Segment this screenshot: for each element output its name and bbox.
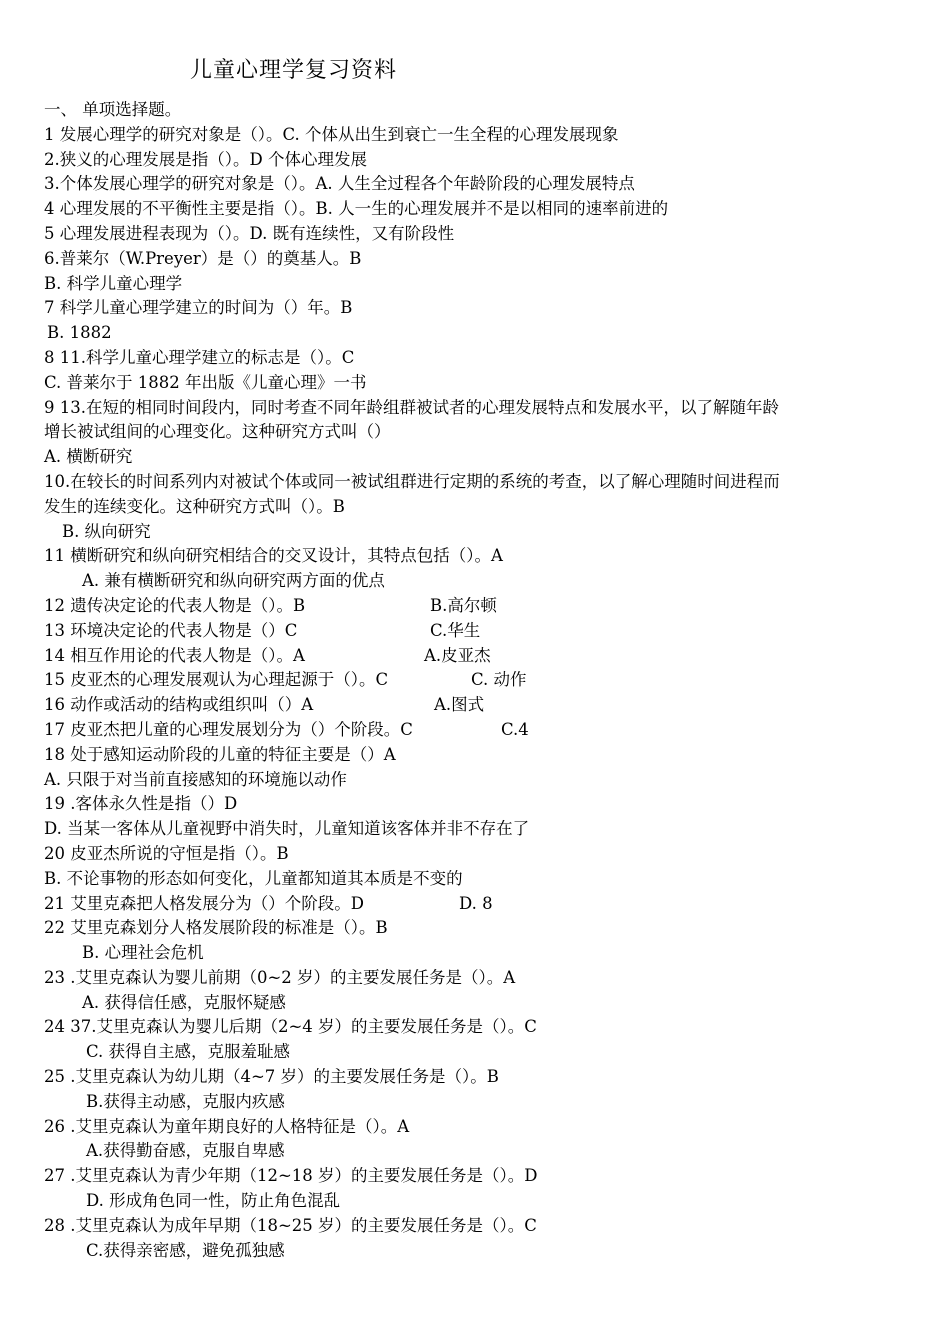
inline-answer: A.图式 (434, 695, 485, 715)
text-line: A.获得勤奋感，克服自卑感 (86, 1141, 285, 1161)
text-line: 8 11.科学儿童心理学建立的标志是（）。C (44, 347, 355, 367)
question-line (44, 594, 894, 619)
text-line: 18 处于感知运动阶段的儿童的特征主要是（）A (44, 744, 396, 764)
text-line: 7 科学儿童心理学建立的时间为（）年。B (44, 298, 353, 318)
inline-answer: C.华生 (430, 620, 481, 640)
question-text: 13 环境决定论的代表人物是（）C (44, 620, 298, 640)
text-line: 发生的连续变化。这种研究方式叫（）。B (44, 496, 345, 516)
text-line: B.获得主动感，克服内疚感 (86, 1091, 285, 1111)
inline-answer: C. 动作 (471, 670, 527, 690)
question-text: 17 皮亚杰把儿童的心理发展划分为（）个阶段。C (44, 719, 413, 739)
question-line (44, 644, 894, 669)
section-heading: 一、 单项选择题。 (44, 100, 182, 119)
question-text: 16 动作或活动的结构或组织叫（）A (44, 695, 314, 715)
question-line (44, 693, 894, 718)
text-line: 2.狭义的心理发展是指（）。D 个体心理发展 (44, 149, 367, 169)
text-line: D. 形成角色同一性，防止角色混乱 (86, 1191, 341, 1211)
text-line: 10.在较长的时间系列内对被试个体或同一被试组群进行定期的系统的考查，以了解心理随时间进程而 (44, 471, 780, 491)
text-line: C. 普莱尔于 1882 年出版《儿童心理》一书 (44, 372, 367, 392)
question-text: 14 相互作用论的代表人物是（）。A (44, 645, 305, 665)
text-line: 19 .客体永久性是指（）D (44, 794, 238, 814)
text-line: B. 不论事物的形态如何变化，儿童都知道其本质是不变的 (44, 868, 463, 888)
text-line: 5 心理发展进程表现为（）。D. 既有连续性，又有阶段性 (44, 223, 455, 243)
question-line (44, 718, 894, 743)
text-line: 9 13.在短的相同时间段内，同时考查不同年龄组群被试者的心理发展特点和发展水平，以了解随年龄 (44, 397, 779, 417)
text-line: B. 1882 (47, 323, 112, 343)
text-line: 27 .艾里克森认为青少年期（12~18 岁）的主要发展任务是（）。D (44, 1166, 538, 1186)
text-line: B. 心理社会危机 (82, 943, 204, 963)
question-text: 15 皮亚杰的心理发展观认为心理起源于（）。C (44, 670, 389, 690)
inline-answer: D. 8 (459, 893, 493, 913)
question-text: 12 遗传决定论的代表人物是（）。B (44, 595, 306, 615)
text-line: 20 皮亚杰所说的守恒是指（）。B (44, 843, 289, 863)
text-line: 28 .艾里克森认为成年早期（18~25 岁）的主要发展任务是（）。C (44, 1215, 537, 1235)
text-line: 26 .艾里克森认为童年期良好的人格特征是（）。A (44, 1116, 410, 1136)
inline-answer: B.高尔顿 (430, 595, 497, 615)
inline-answer: A.皮亚杰 (424, 645, 491, 665)
document-title: 儿童心理学复习资料 (190, 58, 398, 83)
text-line: 22 艾里克森划分人格发展阶段的标准是（）。B (44, 918, 388, 938)
text-line: B. 纵向研究 (62, 521, 151, 541)
text-line: 3.个体发展心理学的研究对象是（）。A. 人生全过程各个年龄阶段的心理发展特点 (44, 174, 635, 194)
text-line: D. 当某一客体从儿童视野中消失时，儿童知道该客体并非不存在了 (44, 819, 530, 839)
text-line: A. 兼有横断研究和纵向研究两方面的优点 (82, 571, 385, 591)
text-line: 25 .艾里克森认为幼儿期（4~7 岁）的主要发展任务是（）。B (44, 1067, 499, 1087)
text-line: 23 .艾里克森认为婴儿前期（0~2 岁）的主要发展任务是（）。A (44, 967, 516, 987)
inline-answer: C.4 (501, 719, 529, 739)
question-text: 21 艾里克森把人格发展分为（）个阶段。D (44, 893, 364, 913)
text-line: 11 横断研究和纵向研究相结合的交叉设计，其特点包括（）。A (44, 546, 503, 566)
text-line: 4 心理发展的不平衡性主要是指（）。B. 人一生的心理发展并不是以相同的速率前进的 (44, 199, 669, 219)
text-line: A. 获得信任感，克服怀疑感 (82, 992, 286, 1012)
text-line: 24 37.艾里克森认为婴儿后期（2~4 岁）的主要发展任务是（）。C (44, 1017, 537, 1037)
question-line (44, 619, 894, 644)
text-line: A. 横断研究 (44, 447, 133, 467)
text-line: 增长被试组间的心理变化。这种研究方式叫（） (44, 422, 391, 442)
document-body (44, 98, 894, 1263)
text-line: B. 科学儿童心理学 (44, 273, 183, 293)
question-line (44, 892, 894, 917)
text-line: C.获得亲密感，避免孤独感 (86, 1240, 285, 1260)
text-line: 6.普莱尔（W.Preyer）是（）的奠基人。B (44, 248, 362, 268)
text-line: 1 发展心理学的研究对象是（）。C. 个体从出生到衰亡一生全程的心理发展现象 (44, 124, 619, 144)
text-line: C. 获得自主感，克服羞耻感 (86, 1042, 291, 1062)
text-line: A. 只限于对当前直接感知的环境施以动作 (44, 769, 347, 789)
question-line (44, 668, 894, 693)
